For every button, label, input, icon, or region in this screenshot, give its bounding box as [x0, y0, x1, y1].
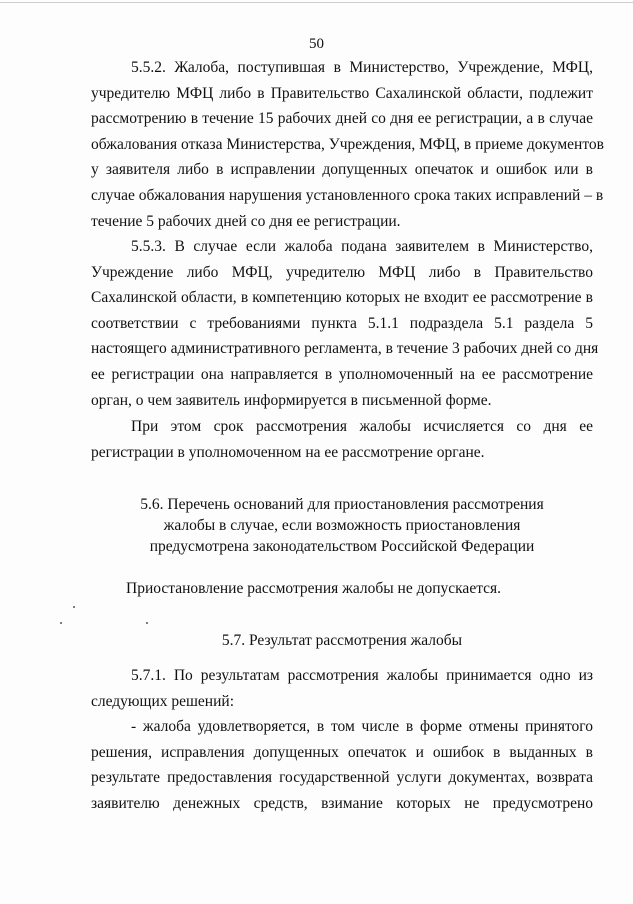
- text-line: При этом срок рассмотрения жалобы исчисляется со дня ее: [131, 418, 593, 435]
- heading-5-6: [91, 494, 593, 557]
- text-line: соответствии с требованиями пункта 5.1.1 подраздела 5.1 раздела 5: [91, 314, 593, 332]
- heading-line: 5.7. Результат рассмотрения жалобы: [221, 632, 463, 649]
- text-line: 5.5.3. В случае если жалоба подана заявителем в Министерство,: [131, 238, 593, 255]
- text-line: у заявителя либо в исправлении допущенных опечаток и ошибок или в: [91, 161, 593, 179]
- text-line: Сахалинской области, в компетенцию которых не входит ее рассмотрение в: [91, 289, 593, 307]
- heading-line: жалобы в случае, если возможность приостановления: [163, 517, 521, 534]
- text-line: случае обжалования нарушения установленного срока таких исправлений – в: [91, 186, 604, 204]
- text-line: учредителю МФЦ либо в Правительство Сахалинской области, подлежит: [91, 84, 593, 102]
- decision-item: [91, 714, 593, 816]
- text-line: следующих решений:: [91, 692, 234, 710]
- paragraph-5-5-3: [91, 234, 599, 413]
- text-line: ее регистрации она направляется в уполномоченный на ее рассмотрение: [91, 365, 593, 383]
- text-line: Учреждение либо МФЦ, учредителю МФЦ либо в Правительство: [91, 263, 593, 281]
- text-line: течение 5 рабочих дней со дня ее регистрации.: [91, 212, 401, 230]
- paragraph-5-7-1: [91, 663, 593, 714]
- scan-speck: [60, 622, 62, 624]
- text-line: орган, о чем заявитель информируется в письменной форме.: [91, 391, 492, 409]
- text-line: регистрации в уполномоченном на ее рассмотрение органе.: [91, 443, 485, 461]
- heading-line: предусмотрена законодательством Российской Федерации: [149, 538, 535, 555]
- text-line: заявителю денежных средств, взимание которых не предусмотрено: [91, 794, 593, 812]
- text-line: обжалования отказа Министерства, Учреждения, МФЦ, в приеме документов: [91, 135, 604, 153]
- suspension-text: Приостановление рассмотрения жалобы не допускается.: [126, 580, 502, 597]
- paragraph-term: [91, 414, 593, 465]
- text-line: 5.5.2. Жалоба, поступившая в Министерство, Учреждение, МФЦ,: [131, 59, 593, 76]
- paragraph-5-5-2: [91, 55, 604, 234]
- scan-speck: [146, 622, 148, 624]
- text-line: 5.7.1. По результатам рассмотрения жалобы принимается одно из: [131, 667, 593, 684]
- scan-edge-line: [0, 2, 633, 3]
- heading-5-7: [91, 630, 593, 651]
- text-line: решения, исправления допущенных опечаток и ошибок в выданных в: [91, 743, 593, 761]
- text-line: результате предоставления государственной услуги документах, возврата: [91, 769, 593, 787]
- page-number: 50: [309, 36, 324, 52]
- text-line: настоящего административного регламента, в течение 3 рабочих дней со дня: [91, 340, 599, 358]
- heading-line: 5.6. Перечень оснований для приостановления рассмотрения: [140, 496, 544, 513]
- text-line: рассмотрению в течение 15 рабочих дней со дня ее регистрации, а в случае: [91, 110, 593, 128]
- text-line: - жалоба удовлетворяется, в том числе в форме отмены принятого: [131, 718, 593, 735]
- scan-speck: [73, 606, 75, 608]
